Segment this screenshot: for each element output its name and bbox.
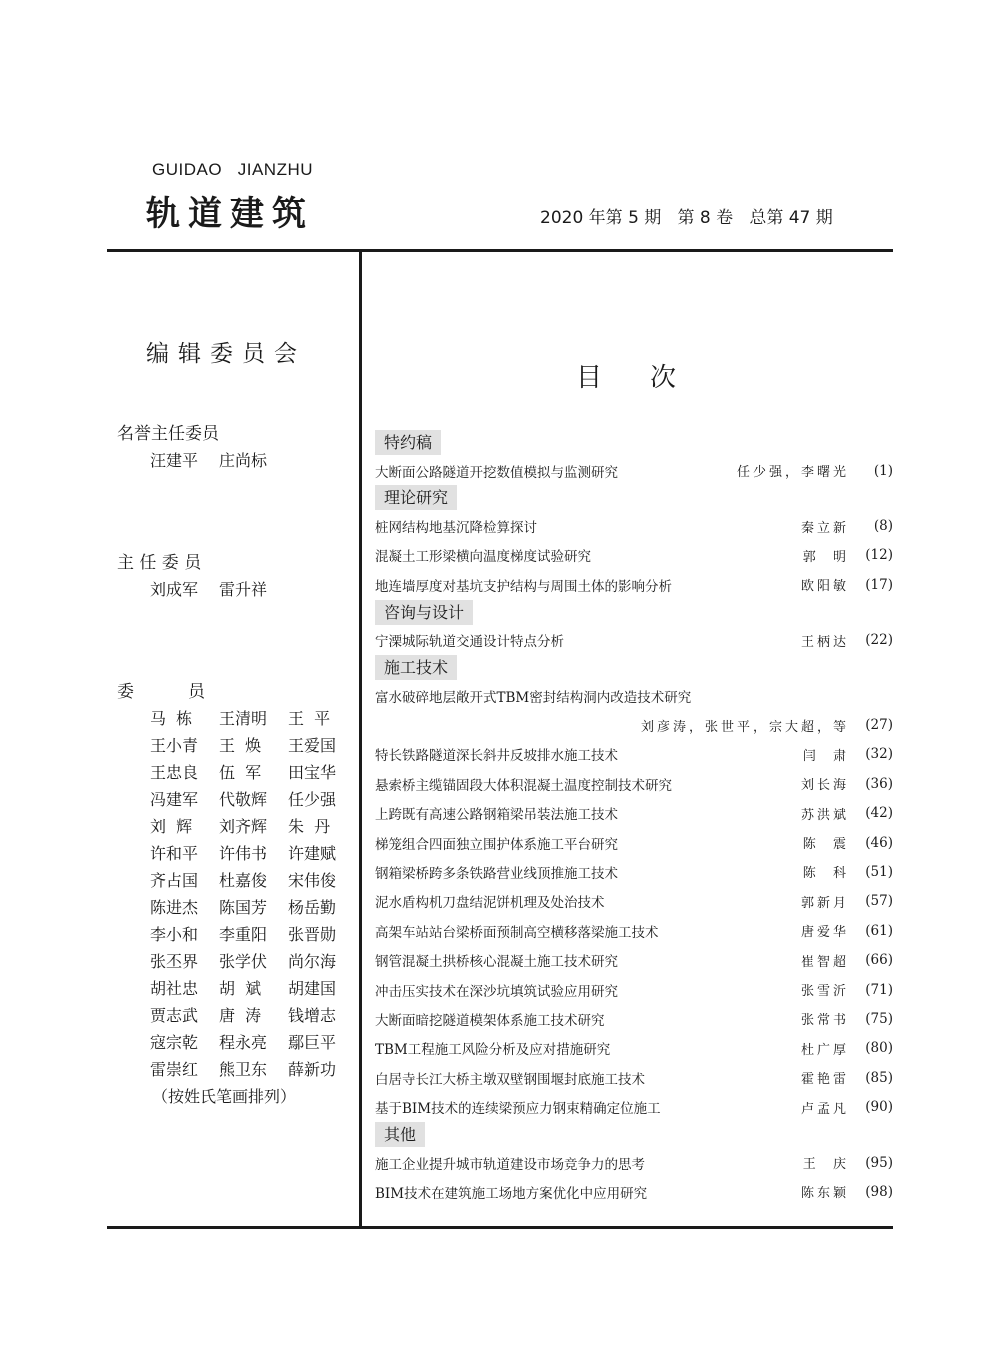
article-title: 高架车站站台梁桥面预制高空横移落梁施工技术 [375, 924, 659, 941]
page-number: (95) [865, 1154, 893, 1171]
page-number: (61) [865, 922, 893, 939]
article-authors: 王 庆 [802, 1157, 849, 1172]
name-row [150, 813, 357, 840]
article-title: 钢管混凝土拱桥核心混凝土施工技术研究 [375, 954, 618, 971]
article-title: 大断面公路隧道开挖数值模拟与监测研究 [375, 464, 618, 481]
toc-entry[interactable] [375, 857, 893, 886]
article-authors: 郭新月 [800, 895, 849, 911]
top-rule [107, 249, 893, 252]
page-number: (71) [865, 981, 893, 998]
member-name: 程永亮 [219, 1033, 268, 1052]
toc-entry[interactable] [375, 1034, 893, 1063]
article-authors: 秦立新 [800, 520, 849, 536]
member-name: 汪建平 [150, 451, 199, 470]
member-name: 唐 涛 [219, 1006, 262, 1025]
editorial-board-title: 编辑委员会 [146, 341, 306, 367]
toc-entry[interactable] [375, 511, 893, 540]
member-name: 刘 辉 [150, 817, 193, 836]
article-authors: 卢孟凡 [800, 1101, 849, 1117]
name-row [150, 1002, 357, 1029]
member-name: 雷崇红 [150, 1060, 199, 1079]
article-title: 梯笼组合四面独立围护体系施工平台研究 [375, 836, 618, 853]
toc-entry[interactable] [375, 769, 893, 798]
article-title: 特长铁路隧道深长斜井反坡排水施工技术 [375, 748, 618, 765]
column-divider [359, 251, 362, 1227]
article-authors: 苏洪斌 [800, 807, 849, 823]
bottom-rule [107, 1226, 893, 1229]
page-number: (36) [865, 775, 893, 792]
article-authors: 张常书 [800, 1013, 849, 1029]
section-heading: 其他 [375, 1122, 425, 1147]
member-name: 张学伏 [219, 952, 268, 971]
member-name: 李重阳 [219, 925, 268, 944]
article-authors: 欧阳敏 [800, 579, 849, 595]
page-number: (90) [865, 1099, 893, 1116]
page-number: (22) [865, 632, 893, 649]
toc-entry[interactable] [375, 626, 893, 655]
issue-info: 2020 年第 5 期 第 8 卷 总第 47 期 [540, 208, 833, 228]
toc-entry[interactable] [375, 799, 893, 828]
member-name: 鄢巨平 [288, 1033, 337, 1052]
member-name: 宋伟俊 [288, 871, 337, 890]
member-name: 王小青 [150, 736, 199, 755]
member-name: 代敬辉 [219, 790, 268, 809]
name-row [150, 948, 357, 975]
toc-title: 目次 [576, 363, 725, 393]
article-authors: 陈 科 [802, 866, 849, 882]
member-name: 王清明 [219, 709, 268, 728]
member-name: 伍 军 [219, 763, 262, 782]
page-number: (42) [865, 805, 893, 822]
member-name: 王忠良 [150, 763, 199, 782]
article-title: 大断面暗挖隧道模架体系施工技术研究 [375, 1012, 605, 1029]
article-authors: 王柄达 [800, 634, 849, 650]
member-name: 胡社忠 [150, 979, 199, 998]
page-number: (27) [865, 717, 893, 734]
member-name: 刘成军 [150, 580, 199, 599]
page-number: (66) [865, 952, 893, 969]
toc-entry[interactable] [375, 887, 893, 916]
toc-entry[interactable] [375, 710, 893, 739]
members-group [117, 679, 357, 1110]
member-name: 李小和 [150, 925, 199, 944]
member-name: 熊卫东 [219, 1060, 268, 1079]
toc-entry[interactable] [375, 740, 893, 769]
article-title: 混凝土工形梁横向温度梯度试验研究 [375, 549, 591, 566]
member-name: 胡 斌 [219, 979, 262, 998]
article-title: BIM技术在建筑施工场地方案优化中应用研究 [375, 1185, 648, 1202]
article-title: 上跨既有高速公路钢箱梁吊装法施工技术 [375, 807, 618, 824]
page-number: (57) [865, 893, 893, 910]
member-name: 杨岳勤 [288, 898, 337, 917]
section-heading: 施工技术 [375, 655, 457, 680]
article-authors: 唐爱华 [800, 925, 849, 941]
members-label: 委 员 [117, 682, 206, 702]
member-name: 张晋勋 [288, 925, 337, 944]
page-number: (1) [873, 462, 893, 479]
name-row [150, 921, 357, 948]
page-number: (75) [865, 1010, 893, 1027]
article-title: 地连墙厚度对基坑支护结构与周围土体的影响分析 [375, 578, 672, 595]
article-authors: 张雪沂 [800, 984, 849, 1000]
member-name: 王 焕 [219, 736, 262, 755]
name-row [150, 975, 357, 1002]
page-number: (8) [873, 518, 893, 535]
director-label: 主 任 委 员 [117, 553, 202, 573]
article-title: 施工企业提升城市轨道建设市场竞争力的思考 [375, 1156, 645, 1173]
member-name: 任少强 [288, 790, 337, 809]
name-row [150, 894, 357, 921]
page-number: (46) [865, 834, 893, 851]
section-heading: 特约稿 [375, 430, 441, 455]
members-list [117, 705, 357, 1083]
article-title: 泥水盾构机刀盘结泥饼机理及处治技术 [375, 895, 605, 912]
member-name: 钱增志 [288, 1006, 337, 1025]
article-authors: 闫 肃 [802, 748, 849, 764]
article-title: 白居寺长江大桥主墩双壁钢围堰封底施工技术 [375, 1071, 645, 1088]
article-authors: 陈 震 [802, 837, 849, 853]
page-number: (17) [865, 576, 893, 593]
member-name: 冯建军 [150, 790, 199, 809]
member-name: 薛新功 [288, 1060, 337, 1079]
article-authors: 任少强，李曙光 [736, 465, 849, 481]
toc-entry[interactable] [375, 1063, 893, 1092]
article-title: 富水破碎地层敞开式TBM密封结构洞内改造技术研究 [375, 689, 692, 706]
member-name: 王 平 [288, 709, 331, 728]
member-name: 贾志武 [150, 1006, 199, 1025]
toc-entry[interactable] [375, 916, 893, 945]
member-name: 张丕界 [150, 952, 199, 971]
name-row [150, 759, 357, 786]
article-title: 宁溧城际轨道交通设计特点分析 [375, 634, 564, 651]
toc-entry[interactable] [375, 1177, 893, 1206]
page-number: (32) [865, 746, 893, 763]
member-name: 马 栋 [150, 709, 193, 728]
article-authors: 刘彦涛，张世平，宗大超，等 [640, 719, 849, 735]
article-title: TBM工程施工风险分析及应对措施研究 [375, 1042, 611, 1059]
member-name: 陈国芳 [219, 898, 268, 917]
page-number: (51) [865, 863, 893, 880]
member-name: 尚尔海 [288, 952, 337, 971]
toc-entry[interactable] [375, 681, 893, 710]
member-name: 朱 丹 [288, 817, 331, 836]
article-title: 悬索桥主缆锚固段大体积混凝土温度控制技术研究 [375, 777, 672, 794]
ordering-note: （按姓氏笔画排列） [152, 1087, 297, 1106]
toc-entry[interactable] [375, 1092, 893, 1121]
member-name: 胡建国 [288, 979, 337, 998]
table-of-contents [375, 430, 893, 1207]
name-row [150, 576, 288, 603]
member-name: 陈进杰 [150, 898, 199, 917]
name-row [150, 732, 357, 759]
name-row [150, 786, 357, 813]
article-title: 钢箱梁桥跨多条铁路营业线顶推施工技术 [375, 865, 618, 882]
member-name: 庄尚标 [219, 451, 268, 470]
name-row [150, 447, 288, 474]
member-name: 许和平 [150, 844, 199, 863]
article-authors: 郭 明 [802, 549, 849, 565]
member-name: 王爱国 [288, 736, 337, 755]
article-authors: 陈东颖 [800, 1186, 849, 1202]
article-authors: 杜广厚 [800, 1042, 849, 1058]
honorary-director-label: 名誉主任委员 [117, 424, 219, 444]
toc-entry[interactable] [375, 945, 893, 974]
toc-entry[interactable] [375, 541, 893, 570]
name-row [150, 1029, 357, 1056]
article-title: 基于BIM技术的连续梁预应力钢束精确定位施工 [375, 1101, 661, 1118]
member-name: 齐占国 [150, 871, 199, 890]
page-number: (80) [865, 1040, 893, 1057]
honorary-director-group [117, 421, 288, 474]
article-title: 冲击压实技术在深沙坑填筑试验应用研究 [375, 983, 618, 1000]
member-name: 雷升祥 [219, 580, 268, 599]
page-number: (85) [865, 1069, 893, 1086]
member-name: 刘齐辉 [219, 817, 268, 836]
journal-pinyin: GUIDAO JIANZHU [152, 160, 314, 179]
page-number: (12) [865, 547, 893, 564]
toc-entry[interactable] [375, 1148, 893, 1177]
name-row [150, 840, 357, 867]
article-authors: 霍艳雷 [800, 1072, 849, 1088]
toc-entry[interactable] [375, 1004, 893, 1033]
member-name: 杜嘉俊 [219, 871, 268, 890]
page-number: (98) [865, 1183, 893, 1200]
name-row [150, 1056, 357, 1083]
member-name: 许伟书 [219, 844, 268, 863]
section-heading: 理论研究 [375, 485, 457, 510]
section-heading: 咨询与设计 [375, 600, 473, 625]
article-authors: 崔智超 [800, 954, 849, 970]
toc-entry[interactable] [375, 975, 893, 1004]
name-row [150, 705, 357, 732]
article-title: 桩网结构地基沉降检算探讨 [375, 520, 537, 537]
toc-entry[interactable] [375, 570, 893, 599]
toc-entry[interactable] [375, 828, 893, 857]
toc-entry[interactable] [375, 456, 893, 485]
director-group [117, 550, 288, 603]
journal-title: 轨道建筑 [146, 194, 314, 234]
name-row [150, 867, 357, 894]
article-authors: 刘长海 [800, 778, 849, 794]
member-name: 寇宗乾 [150, 1033, 199, 1052]
member-name: 许建赋 [288, 844, 337, 863]
member-name: 田宝华 [288, 763, 337, 782]
